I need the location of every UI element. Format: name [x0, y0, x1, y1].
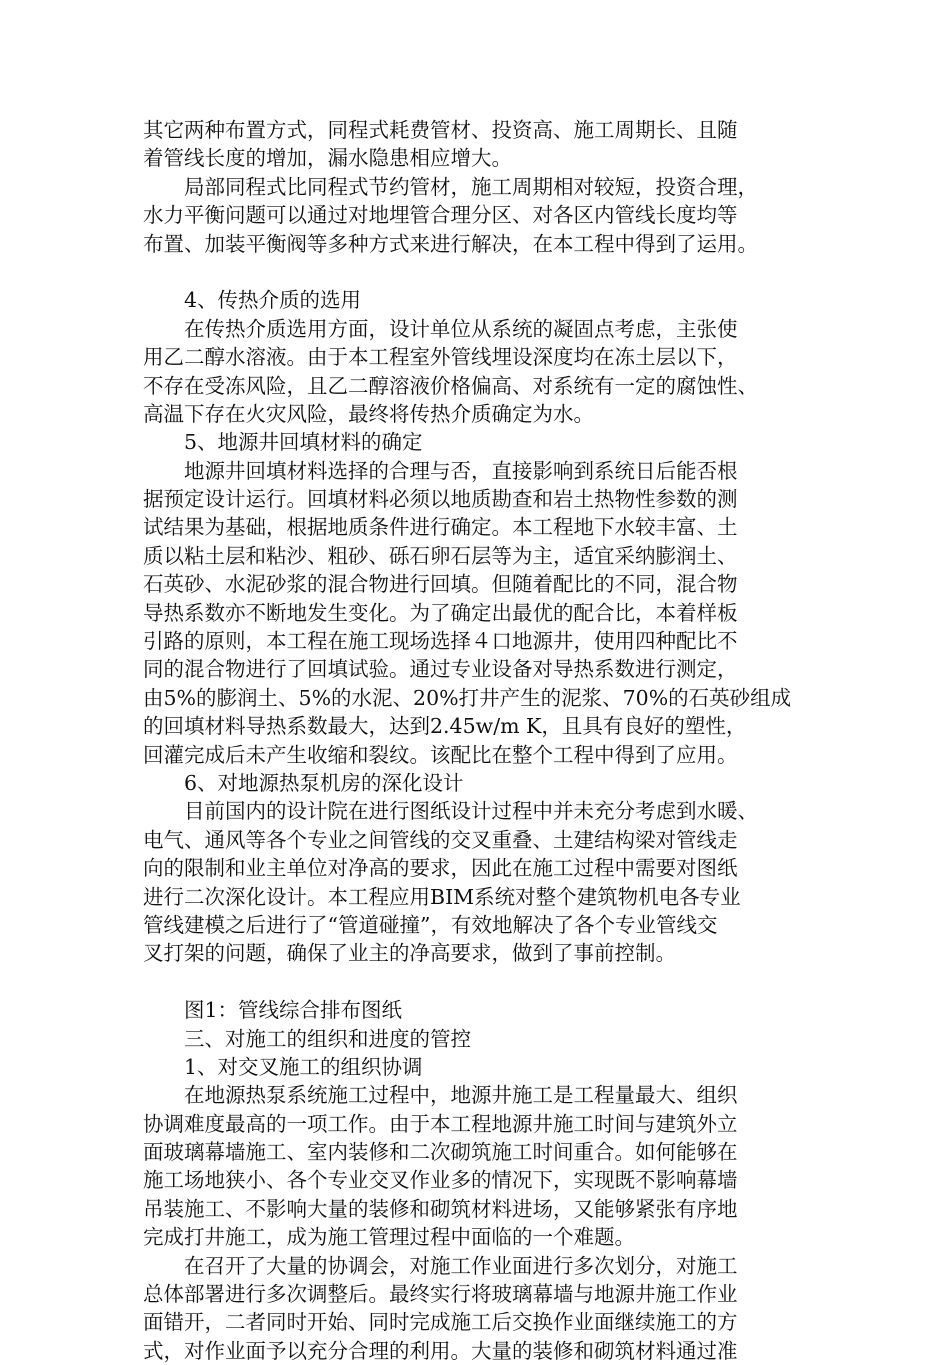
paragraph-first-line: 6、对地源热泵机房的深化设计 [184, 770, 464, 795]
text-line: 用乙二醇水溶液。由于本工程室外管线埋设深度均在冻土层以下， [143, 345, 738, 370]
paragraph-first-line: 在召开了大量的协调会，对施工作业面进行多次划分，对施工 [184, 1253, 738, 1278]
text-line: 向的限制和业主单位对净高的要求，因此在施工过程中需要对图纸 [143, 856, 738, 881]
document-body [143, 116, 813, 1365]
text-line: 同的混合物进行了回填试验。通过专业设备对导热系数进行测定， [143, 657, 738, 682]
text-line: 高温下存在火灾风险，最终将传热介质确定为水。 [143, 401, 594, 426]
paragraph-first-line: 在地源热泵系统施工过程中，地源井施工是工程量最大、组织 [184, 1083, 738, 1108]
text-line: 石英砂、水泥砂浆的混合物进行回填。但随着配比的不同，混合物 [143, 572, 738, 597]
paragraph-first-line: 在传热介质选用方面，设计单位从系统的凝固点考虑，主张使 [184, 316, 738, 341]
text-line: 面错开，二者同时开始、同时完成施工后交换作业面继续施工的方 [143, 1310, 738, 1335]
text-line: 进行二次深化设计。本工程应用BIM系统对整个建筑物机电各专业 [143, 884, 741, 909]
text-line: 水力平衡问题可以通过对地埋管合理分区、对各区内管线长度均等 [143, 203, 738, 228]
text-line: 据预定设计运行。回填材料必须以地质勘查和岩土热物性参数的测 [143, 487, 738, 512]
text-line: 吊装施工、不影响大量的装修和砌筑材料进场，又能够紧张有序地 [143, 1196, 738, 1221]
paragraph-first-line: 地源井回填材料选择的合理与否，直接影响到系统日后能否根 [184, 458, 738, 483]
paragraph-first-line: 1、对交叉施工的组织协调 [184, 1054, 423, 1079]
text-line: 完成打井施工，成为施工管理过程中面临的一个难题。 [143, 1225, 635, 1250]
text-line: 管线建模之后进行了“管道碰撞”，有效地解决了各个专业管线交 [143, 912, 718, 937]
text-line: 协调难度最高的一项工作。由于本工程地源井施工时间与建筑外立 [143, 1111, 738, 1136]
text-line: 试结果为基础，根据地质条件进行确定。本工程地下水较丰富、土 [143, 515, 738, 540]
text-line: 叉打架的问题，确保了业主的净高要求，做到了事前控制。 [143, 941, 676, 966]
text-line: 布置、加装平衡阀等多种方式来进行解决，在本工程中得到了运用。 [143, 231, 758, 256]
text-line: 由5%的膨润土、5%的水泥、20%打井产生的泥浆、70%的石英砂组成 [143, 685, 792, 710]
blank-line [143, 968, 813, 996]
paragraph-first-line: 三、对施工的组织和进度的管控 [184, 1026, 471, 1051]
text-line: 回灌完成后未产生收缩和裂纹。该配比在整个工程中得到了应用。 [143, 742, 738, 767]
text-line: 式，对作业面予以充分合理的利用。大量的装修和砌筑材料通过准 [143, 1338, 738, 1363]
text-line: 质以粘土层和粘沙、粗砂、砾石卵石层等为主，适宜采纳膨润土、 [143, 543, 738, 568]
paragraph-first-line: 图1：管线综合排布图纸 [184, 998, 403, 1023]
text-line: 总体部署进行多次调整后。最终实行将玻璃幕墙与地源井施工作业 [143, 1282, 738, 1307]
text-line: 面玻璃幕墙施工、室内装修和二次砌筑施工时间重合。如何能够在 [143, 1140, 738, 1165]
text-line: 其它两种布置方式，同程式耗费管材、投资高、施工周期长、且随 [143, 118, 738, 142]
text-line: 不存在受冻风险，且乙二醇溶液价格偏高、对系统有一定的腐蚀性、 [143, 373, 758, 398]
text-line: 电气、通风等各个专业之间管线的交叉重叠、土建结构梁对管线走 [143, 827, 738, 852]
paragraph-first-line: 4、传热介质的选用 [184, 288, 362, 313]
paragraph-first-line: 局部同程式比同程式节约管材，施工周期相对较短，投资合理， [184, 174, 758, 199]
text-line: 施工场地狭小、各个专业交叉作业多的情况下，实现既不影响幕墙 [143, 1168, 738, 1193]
blank-line [143, 258, 813, 286]
paragraph-first-line: 5、地源井回填材料的确定 [184, 430, 423, 455]
text-line: 引路的原则，本工程在施工现场选择４口地源井，使用四种配比不 [143, 629, 738, 654]
text-line: 的回填材料导热系数最大，达到2.45w/m K，且具有良好的塑性， [143, 714, 747, 739]
text-line: 导热系数亦不断地发生变化。为了确定出最优的配合比，本着样板 [143, 600, 738, 625]
text-line: 着管线长度的增加，漏水隐患相应增大。 [143, 146, 512, 171]
paragraph-first-line: 目前国内的设计院在进行图纸设计过程中并未充分考虑到水暖、 [184, 799, 758, 824]
